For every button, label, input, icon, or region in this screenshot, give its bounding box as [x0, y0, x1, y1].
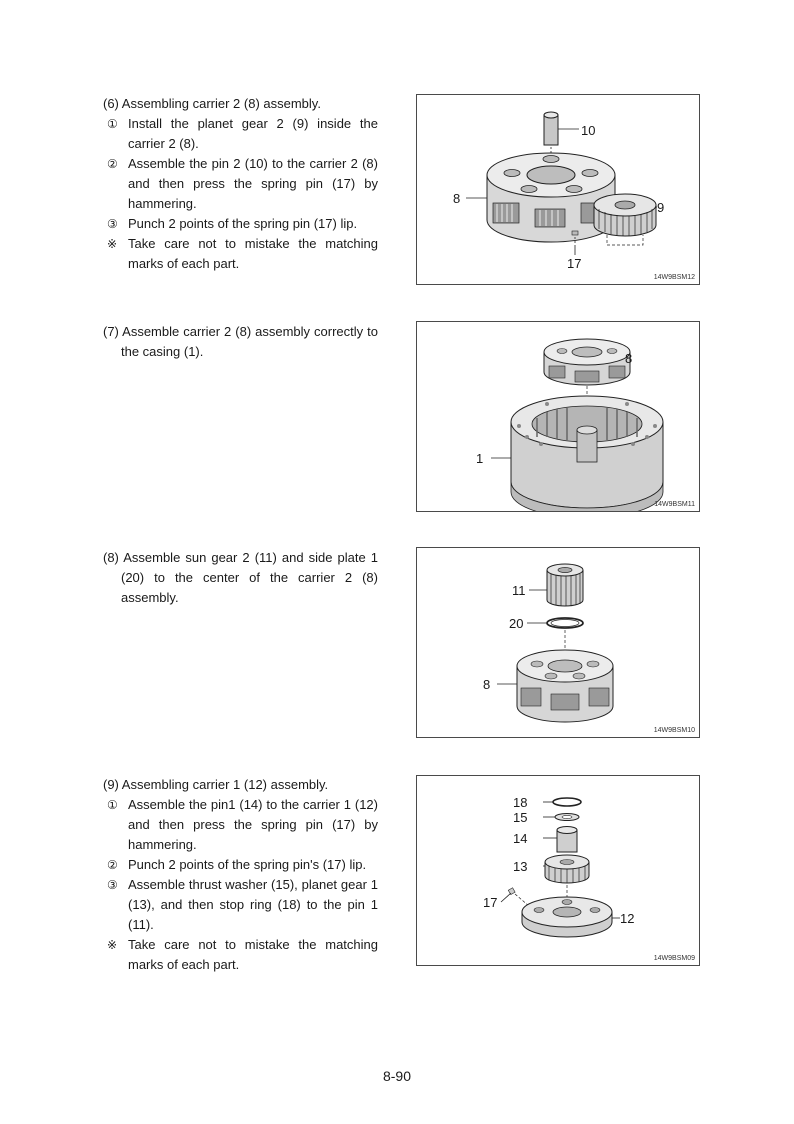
figure-code: 14W9BSM11 — [654, 501, 695, 508]
step-6-item-3 — [103, 214, 378, 234]
callout-13: 13 — [513, 859, 528, 874]
step-9-text — [103, 775, 378, 975]
step-9-item-2 — [103, 855, 378, 875]
step-6-item-1 — [103, 114, 378, 154]
item-text: Take care not to mistake the matching marks of each part. — [128, 236, 378, 271]
step-7-text — [103, 322, 378, 362]
callout-14: 14 — [513, 831, 528, 846]
figure-code: 14W9BSM09 — [653, 955, 695, 962]
callout-17: 17 — [567, 256, 582, 271]
callout-10: 10 — [581, 123, 596, 138]
step-6-item-2 — [103, 154, 378, 214]
item-marker: ③ — [107, 878, 118, 892]
item-text: Punch 2 points of the spring pin's (17) lip. — [128, 857, 367, 872]
figure-carrier-into-casing — [416, 321, 700, 512]
item-marker: ③ — [107, 217, 118, 231]
step-9-item-3 — [103, 875, 378, 935]
item-marker: ② — [107, 157, 118, 171]
note-marker: ※ — [107, 938, 118, 952]
callout-9: 9 — [657, 200, 665, 215]
figure-code: 14W9BSM12 — [653, 274, 695, 281]
callout-12: 12 — [620, 911, 635, 926]
step-6-text — [103, 94, 378, 274]
carrier-1-exploded-illustration — [417, 776, 699, 965]
callout-8: 8 — [625, 351, 633, 366]
item-text: Assemble thrust washer (15), planet gear 1 (13), and then stop ring (18) to the pin 1 (11). — [128, 877, 378, 932]
step-9-heading: (9) Assembling carrier 1 (12) assembly. — [103, 777, 329, 792]
item-marker: ① — [107, 117, 118, 131]
step-6-heading: (6) Assembling carrier 2 (8) assembly. — [103, 96, 321, 111]
step-9-item-1 — [103, 795, 378, 855]
callout-17: 17 — [483, 895, 498, 910]
callout-1: 1 — [476, 451, 484, 466]
step-7-heading — [103, 322, 378, 362]
step-9-item-note — [103, 935, 378, 975]
callout-20: 20 — [509, 616, 524, 631]
step-8-heading — [103, 548, 378, 608]
note-marker: ※ — [107, 237, 118, 251]
callout-8: 8 — [453, 191, 461, 206]
item-text: Assemble the pin 2 (10) to the carrier 2 (8) and then press the spring pin (17) by hammering. — [128, 156, 378, 211]
item-text: Install the planet gear 2 (9) inside the carrier 2 (8). — [128, 116, 378, 151]
figure-carrier-1-assembly — [416, 775, 700, 966]
callout-8: 8 — [483, 677, 491, 692]
step-6-item-note — [103, 234, 378, 274]
carrier-2-pin-gear-illustration — [417, 95, 699, 284]
carrier-casing-illustration — [417, 322, 699, 511]
step-7-heading-text: (7) Assemble carrier 2 (8) assembly correctly to the casing (1). — [103, 324, 378, 359]
item-marker: ② — [107, 858, 118, 872]
figure-carrier-2-assembly — [416, 94, 700, 285]
step-8-heading-text: (8) Assemble sun gear 2 (11) and side plate 1 (20) to the center of the carrier 2 (8) assembly. — [103, 550, 378, 605]
step-8-text — [103, 548, 378, 608]
callout-11: 11 — [512, 583, 526, 598]
callout-18: 18 — [513, 795, 528, 810]
figure-sun-gear-side-plate — [416, 547, 700, 738]
item-marker: ① — [107, 798, 118, 812]
page-number: 8-90 — [382, 1068, 412, 1084]
callout-15: 15 — [513, 810, 528, 825]
item-text: Punch 2 points of the spring pin (17) lip. — [128, 216, 358, 231]
item-text: Assemble the pin1 (14) to the carrier 1 (12) and then press the spring pin (17) by hammering. — [128, 797, 378, 852]
figure-code: 14W9BSM10 — [653, 727, 695, 734]
sun-gear-side-plate-illustration — [417, 548, 699, 737]
item-text: Take care not to mistake the matching marks of each part. — [128, 937, 378, 972]
